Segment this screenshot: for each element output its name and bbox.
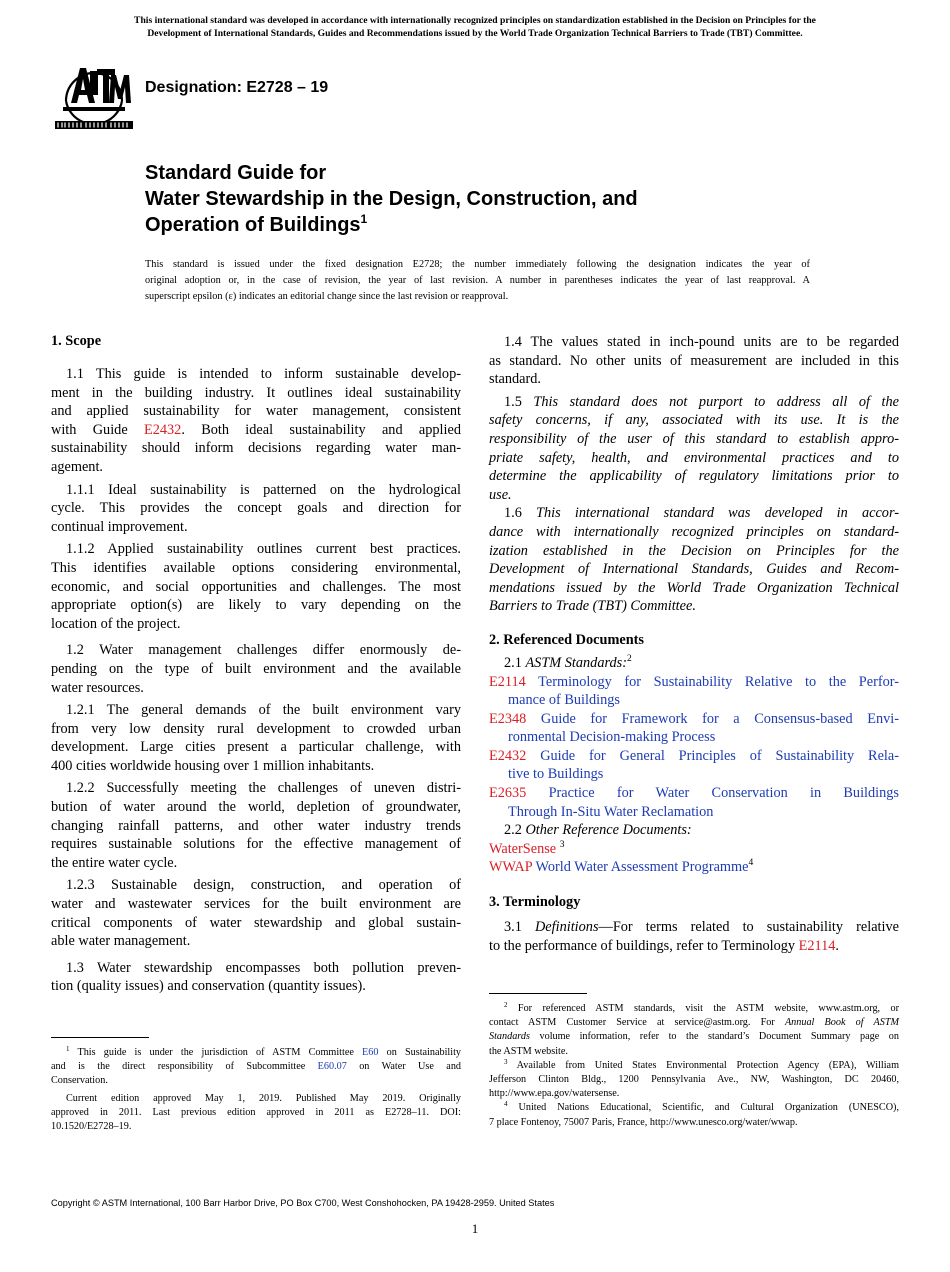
reference-title[interactable]: ronmental Decision-making Process [508,729,716,746]
text-run: 2.2 [504,822,526,839]
text-line [489,504,899,523]
footnote-rule [51,1037,149,1038]
footnote-line: Jefferson Clinton Bldg., 1200 Pennsylvania Ave., NW, Washington, DC 20460, [489,1073,899,1085]
text-run: with Guide [51,421,144,438]
footnote-line [489,1101,899,1115]
footnote-line: approved in 2011. Last previous edition approved in 2011 as E2728–11. DOI: [51,1106,461,1118]
text-line: development. Large cities present a particular challenge, with [51,739,461,756]
paragraph-1-2-3 [51,876,461,950]
text-line: the entire water cycle. [51,854,178,871]
subsection-other-reference-documents [489,821,899,840]
text-line: cycle. This provides the concept goals and direction for [51,500,461,517]
text-line: requires sustainable solutions for the effective management of [51,836,461,853]
link-committee-e60[interactable]: E60 [362,1047,379,1058]
reference-entry[interactable] [489,784,899,803]
text-run: United Nations Educational, Scientific, and Cultural Organization (UNESCO), [507,1102,899,1114]
text-line: location of the project. [51,615,181,632]
text-line: 1.1 This guide is intended to inform sustainable develop- [66,366,461,382]
text-line: economic, and social opportunities and challenges. The most [51,578,461,595]
title-line: Standard Guide for [145,162,327,184]
reference-title[interactable]: Guide for Framework for a Consensus-based Envi- [526,710,899,727]
footnote-mark: 2 [504,1001,508,1009]
text-run: This international standard was developed in accor- [536,505,899,522]
paragraph-1-1-2 [51,540,461,633]
paragraph-1-2-2 [51,779,461,872]
reference-entry[interactable] [489,710,899,729]
text-run: Annual Book of ASTM [784,1017,899,1029]
section-heading-scope: 1. Scope [51,333,102,349]
text-line: standard. [489,371,542,388]
text-run: dance with internationally recognized principles on standard- [489,523,899,540]
text-line [489,918,899,937]
text-line: water and wastewater services for the built environment are [51,896,461,913]
text-run: on Sustainability [378,1047,461,1058]
text-line: from very low density rural development to crowded urban [51,720,461,737]
paragraph-1-3 [51,959,461,996]
issue-note-line: original adoption or, in the case of revision, the year of last revision. A number in parentheses indicates the year of last reapproval. A [145,275,810,286]
reference-code[interactable]: WaterSense [489,840,557,857]
reference-code[interactable]: E2635 [489,785,527,802]
reference-entry[interactable] [489,858,899,877]
wto-notice-line: Development of International Standards, Guides and Recommendations issued by the World Trade Organization Technical Barriers to Trade (TBT) Committee. [147,27,803,39]
text-line: 1.1.2 Applied sustainability outlines current best practices. [66,541,461,558]
reference-title[interactable]: mance of Buildings [508,692,620,709]
text-run: 3.1 [504,919,535,936]
text-line: as standard. No other units of measurement are included in this [489,352,899,369]
text-line: 1.1.1 Ideal sustainability is patterned on the hydrological [66,481,461,498]
text-line [489,393,899,412]
reference-entry[interactable] [489,747,899,766]
reference-title[interactable]: World Water Assessment Programme [532,859,749,876]
footnote-rule [489,993,587,994]
reference-list [489,673,899,822]
subsection-astm-standards [489,654,899,673]
text-run: Other Reference Documents: [525,822,692,839]
footnote-mark: 4 [748,858,754,869]
text-run: and is the direct responsibility of Subcommittee [51,1061,318,1073]
text-run: . [835,937,839,954]
text-line: bution of water around the world, depletion of groundwater, [51,799,461,816]
title-line-last [145,212,638,238]
text-run: safety concerns, if any, associated with its use. It is the [489,412,899,429]
text-run: mendations issued by the World Trade Organization Technical [489,579,899,596]
reference-code[interactable]: E2348 [489,710,527,727]
text-line [489,579,899,598]
link-subcommittee-e60-07[interactable]: E60.07 [317,1061,347,1073]
footnote-line [489,1002,899,1016]
text-run: priate safety, health, and environmental practices and to [489,449,899,466]
text-line: 1.3 Water stewardship encompasses both pollution preven- [66,959,461,976]
reference-title[interactable]: tive to Buildings [508,766,604,783]
text-run: 1.5 [504,393,534,410]
text-line: appropriate option(s) are likely to vary depending on the [51,597,461,614]
text-run: 1.6 [504,505,537,522]
issue-note-line: This standard is issued under the fixed designation E2728; the number immediately following the designation indicates the year of [145,259,810,270]
text-line: 400 cities worldwide housing over 1 million inhabitants. [51,757,375,774]
text-line [489,560,899,579]
paragraph-1-5 [489,393,899,505]
text-run: Standards [489,1031,530,1043]
text-line: 1.2 Water management challenges differ enormously de- [66,642,461,659]
footnote-line: Current edition approved May 1, 2019. Published May 2019. Originally [66,1092,461,1104]
section-heading-terminology: 3. Terminology [489,894,581,911]
text-run: —For terms related to sustainability relative [598,919,899,936]
footnote-line [51,1046,461,1060]
text-line [489,430,899,449]
title-line: Operation of Buildings [145,214,361,236]
reference-code[interactable]: WWAP [489,859,533,876]
text-run: . Both ideal sustainability and applied [181,421,461,438]
footnote-mark: 2 [627,653,632,664]
text-line [489,597,899,616]
issue-note [145,257,810,305]
text-line: 1.4 The values stated in inch-pound units are to be regarded [504,334,899,350]
text-line: tion (quality issues) and conservation (quantity issues). [51,978,366,995]
issue-note-line: superscript epsilon (ε) indicates an editorial change since the last revision or reapproval. [145,291,509,302]
footnote-line: Conservation. [51,1075,108,1087]
text-run: ASTM Standards: [525,654,627,671]
footnote-line [489,1016,899,1030]
text-line: and applied sustainability for water management, consistent [51,403,461,420]
footnote-line [51,1060,461,1074]
title-footnote-mark: 1 [360,212,368,226]
section-heading-referenced-documents: 2. Referenced Documents [489,631,644,648]
paragraph-1-1 [51,365,461,477]
title-line: Water Stewardship in the Design, Construction, and [145,188,638,210]
text-line: changing rainfall patterns, and other water industry trends [51,817,461,834]
text-run: For referenced ASTM standards, visit the ASTM website, www.astm.org, or [507,1003,899,1014]
reference-code[interactable]: E2114 [489,673,526,690]
paragraph-1-1-1 [51,481,461,537]
text-line [51,421,461,440]
text-line: pending on the type of built environment and the available [51,660,461,677]
reference-title[interactable]: Through In-Situ Water Reclamation [508,803,714,820]
page-number: 1 [471,1221,479,1236]
footnote-line: 10.1520/E2728–19. [51,1120,132,1132]
text-run: Development of International Standards, Guides and Recom- [489,561,899,578]
text-line [489,449,899,468]
paragraph-3-1 [489,918,899,955]
footnotes-left [51,1046,461,1134]
text-run: contact ASTM Customer Service at service@astm.org. For [489,1017,785,1029]
logo-international-wordmark [55,121,133,129]
paragraph-1-6 [489,504,899,616]
paragraph-1-4 [489,333,899,389]
text-line: ment in the building industry. It outlines ideal sustainability [51,384,461,401]
left-column [51,332,461,996]
footnotes-right [489,1002,899,1130]
text-run: responsibility of the user of this standard to establish appro- [489,430,899,447]
text-line: water resources. [51,679,144,696]
reference-entry[interactable] [489,673,899,692]
text-line: critical components of water stewardship and global sustain- [51,914,461,931]
reference-entry[interactable] [489,840,899,859]
document-title [145,160,638,238]
reference-title[interactable]: Terminology for Sustainability Relative to the Perfor- [525,673,899,690]
footnote-mark: 1 [66,1045,70,1053]
link-e2114[interactable]: E2114 [798,937,836,954]
text-line [489,411,899,430]
text-run: determine the applicability of regulatory limitations prior to [489,468,899,485]
text-line: continual improvement. [51,518,188,535]
text-line [489,523,899,542]
text-line: agement. [51,458,104,475]
footnote-line: the ASTM website. [489,1045,568,1057]
text-line: able water management. [51,933,191,950]
copyright-notice: Copyright © ASTM International, 100 Barr Harbor Drive, PO Box C700, West Conshohocken, PA 19428-2959. United States [51,1198,555,1208]
text-run: use. [489,486,512,503]
paragraph-1-2 [51,641,461,697]
text-line [489,467,899,486]
paragraph-1-2-1 [51,701,461,775]
text-run: on Water Use and [346,1061,462,1073]
wto-notice [44,15,906,40]
text-line: sustainability should inform decisions regarding water man- [51,440,461,457]
astm-international-logo [53,57,135,133]
text-line: 1.2.1 The general demands of the built environment vary [66,702,461,719]
footnote-line [489,1030,899,1044]
reference-code[interactable]: E2432 [489,747,527,764]
text-line [489,542,899,561]
text-run: This standard does not purport to address all of the [533,393,899,410]
footnote-mark: 3 [504,1057,508,1066]
footnote-line: http://www.epa.gov/watersense. [489,1088,620,1100]
right-column [489,333,899,955]
reference-title[interactable]: Guide for General Principles of Sustainability Rela- [526,747,899,764]
designation: Designation: E2728 – 19 [145,79,329,96]
text-run: volume information, refer to the standard’s Document Summary page on [529,1031,899,1043]
text-run: This guide is under the jurisdiction of ASTM Committee [69,1047,363,1058]
text-run: Definitions [534,919,599,936]
footnote-line: 7 place Fontenoy, 75007 Paris, France, http://www.unesco.org/water/wwap. [489,1116,798,1128]
footnote-mark: 3 [559,839,565,850]
text-run: 2.1 [504,654,526,671]
text-run: to the performance of buildings, refer to Terminology [489,937,799,954]
link-e2432[interactable]: E2432 [143,421,182,438]
text-run: Barriers to Trade (TBT) Committee. [489,598,696,615]
wto-notice-line: This international standard was developed in accordance with internationally recognized principles on standardization established in the Decision on Principles for the [134,15,816,26]
footnote-mark: 4 [504,1100,508,1109]
footnote-line [489,1059,899,1073]
text-line: 1.2.3 Sustainable design, construction, and operation of [66,877,461,894]
text-run: ization established in the Decision on Principles for the [489,542,899,559]
text-line [489,486,899,505]
text-line [489,937,899,956]
text-line: This identifies available options considering environmental, [51,559,461,576]
text-line: 1.2.2 Successfully meeting the challenges of uneven distri- [66,780,461,797]
reference-title[interactable]: Practice for Water Conservation in Buildings [526,785,899,802]
text-run: Available from United States Environmental Protection Agency (EPA), William [507,1059,899,1071]
